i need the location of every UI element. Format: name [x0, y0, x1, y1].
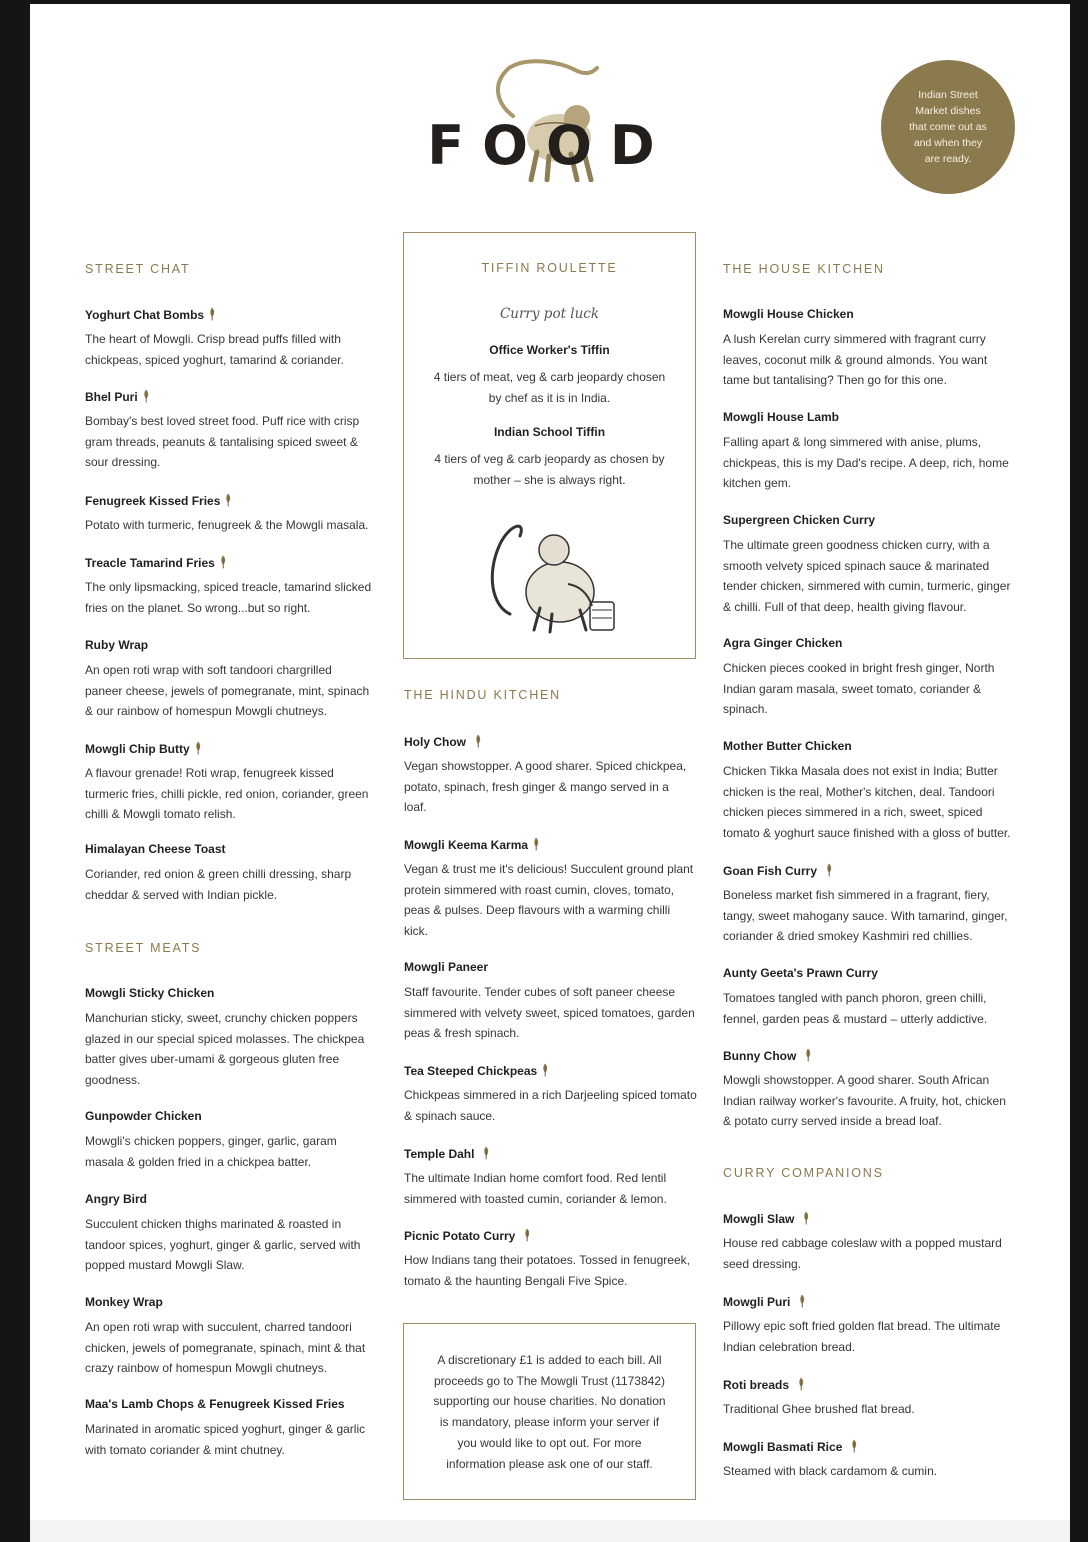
dish-description-line: An open roti wrap with succulent, charred tandoori [85, 1320, 352, 1334]
dish-description-line: tangy, sweet mahogany sauce. With tamarind, ginger, [723, 908, 1008, 923]
dish-name-text: Tea Steeped Chickpeas [404, 1064, 538, 1078]
dish-description-line: The only lipsmacking, spiced treacle, tamarind slicked [85, 580, 372, 594]
dish-name [723, 1294, 806, 1309]
dish-description-line: Succulent chicken thighs marinated & roasted in [85, 1217, 342, 1231]
dish-name [85, 1109, 202, 1123]
dish-description-line: & potato curry served inside a bread loaf. [723, 1114, 942, 1129]
dish-description-line: & chilli. Full of that deep, health giving flavour. [723, 600, 967, 615]
leaf-icon [219, 555, 227, 569]
dish-description-line: Steamed with black cardamom & cumin. [723, 1464, 938, 1478]
dish-name-text: Yoghurt Chat Bombs [85, 308, 205, 322]
leaf-icon [825, 863, 833, 877]
dish-description-line: smooth velvety spiced spinach sauce & marinated [723, 558, 990, 573]
dish-description-line: turmeric fries, chilli pickle, red onion, coriander, green [85, 786, 369, 801]
dish-name [85, 741, 202, 756]
dish-name [85, 986, 214, 1000]
menu-page [30, 4, 1070, 1542]
dish-description-line: gram threads, peanuts & tantalising spiced sweet & [85, 434, 358, 449]
section-title-tiffin: TIFFIN ROULETTE [481, 261, 618, 275]
dish-name [85, 638, 148, 652]
dish-description-line: Vegan & trust me it's delicious! Succulent ground plant [404, 862, 694, 876]
leaf-icon [482, 1146, 490, 1160]
dish-description-line: The heart of Mowgli. Crisp bread puffs filled with [85, 332, 341, 346]
dish-description-line: A lush Kerelan curry simmered with fragrant curry [723, 332, 986, 346]
dish-name [85, 389, 150, 404]
tiffin-subtitle: Curry pot luck [499, 306, 600, 322]
dish-description-line: crazy rainbow of homespun Mowgli chutneys. [85, 1361, 328, 1376]
dish-name [404, 960, 488, 974]
dish-description-line: kitchen gem. [723, 476, 792, 491]
leaf-icon [802, 1211, 810, 1225]
tiffin-description-line: mother – she is always right. [473, 472, 626, 487]
dish-description-line: goodness. [85, 1073, 141, 1088]
dish-description-line: paneer cheese, jewels of pomegranate, mint, spinach [85, 683, 370, 698]
dish-description-line: sour dressing. [85, 455, 161, 470]
section-title-street-chat: STREET CHAT [85, 262, 191, 276]
dish-description-line: peas & fresh spinach. [404, 1026, 520, 1041]
dish-description-line: Boneless market fish simmered in a fragrant, fiery, [723, 888, 990, 902]
dish-description-line: How Indians tang their potatoes. Tossed in fenugreek, [404, 1253, 690, 1267]
dish-name-text: Mowgli Puri [723, 1295, 791, 1309]
dish-description-line: popped mustard Mowgli Slaw. [85, 1258, 245, 1273]
dish-description-line: A flavour grenade! Roti wrap, fenugreek kissed [85, 766, 334, 780]
dish-name-text: Holy Chow [404, 735, 466, 749]
dish-description-line: peas & pulses. Deep flavours with a warming chilli [404, 903, 671, 918]
dish-name [404, 1228, 531, 1243]
info-badge [881, 60, 1015, 194]
dish-name-text: Mowgli House Chicken [723, 307, 854, 321]
dish-name [723, 1439, 858, 1454]
page-title: FOOD [427, 113, 673, 177]
dish-name [723, 966, 878, 980]
dish-description-line: glazed in our special spiced molasses. The chickpea [85, 1031, 365, 1046]
dish-name-text: Mowgli Basmati Rice [723, 1440, 843, 1454]
dish-name-text: Roti breads [723, 1378, 790, 1392]
dish-name-text: Himalayan Cheese Toast [85, 842, 226, 856]
dish-description-line: loaf. [404, 800, 427, 815]
dish-description-line: Chicken Tikka Masala does not exist in India; Butter [723, 764, 998, 778]
leaf-icon [194, 741, 202, 755]
dish-description-line: masala & golden fried in a chickpea batter. [85, 1154, 312, 1169]
dish-description-line: Pillowy epic soft fried golden flat bread. The ultimate [723, 1319, 1001, 1333]
dish-description-line: Indian railway worker's favourite. A fruity, hot, chicken [723, 1093, 1006, 1108]
dish-description-line: Chickpeas simmered in a rich Darjeeling spiced tomato [404, 1088, 697, 1102]
dish-name [723, 1211, 810, 1226]
dish-description-line: Staff favourite. Tender cubes of soft paneer cheese [404, 985, 676, 999]
dish-description-line: leaves, coconut milk & ground almonds. You want [723, 352, 988, 367]
dish-name [723, 410, 839, 424]
dish-description-line: Chicken pieces cooked in bright fresh ginger, North [723, 661, 995, 675]
dish-description-line: tomato & the haunting Bengali Five Spice. [404, 1273, 628, 1288]
dish-description-line: fries on the planet. So wrong...but so right. [85, 600, 311, 615]
dish-name [723, 513, 875, 527]
dish-description-line: House red cabbage coleslaw with a popped mustard [723, 1236, 1002, 1250]
dish-name [85, 493, 232, 508]
dish-name-text: Agra Ginger Chicken [723, 636, 843, 650]
section-title-hindu-kitchen: THE HINDU KITCHEN [404, 688, 561, 702]
dish-description-line: Mowgli's chicken poppers, ginger, garlic, garam [85, 1134, 337, 1148]
dish-description-line: & our rainbow of homespun Mowgli chutneys. [85, 704, 328, 719]
dish-description-line: cheddar & served with Indian pickle. [85, 887, 278, 902]
dish-description-line: chickpeas, spiced yoghurt, tamarind & coriander. [85, 352, 344, 367]
tiffin-description-line: by chef as it is in India. [488, 390, 611, 405]
dish-description-line: Tomatoes tangled with panch phoron, green chilli, [723, 991, 987, 1005]
dish-name-text: Maa's Lamb Chops & Fenugreek Kissed Fries [85, 1397, 345, 1411]
dish-description-line: Bombay's best loved street food. Puff rice with crisp [85, 414, 360, 428]
dish-description-line: The ultimate green goodness chicken curry, with a [723, 538, 990, 552]
dish-name-text: Aunty Geeta's Prawn Curry [723, 966, 878, 980]
donation-notice-line: A discretionary £1 is added to each bill. All [437, 1353, 662, 1367]
badge-text: Indian Street Market dishes that come out as and when they are ready. [909, 89, 987, 165]
dish-name [85, 1192, 147, 1206]
leaf-icon [224, 493, 232, 507]
dish-name [404, 1063, 549, 1078]
dish-name-text: Mowgli Sticky Chicken [85, 986, 215, 1000]
donation-notice-line: information please ask one of our staff. [446, 1456, 653, 1471]
dish-name [723, 1377, 805, 1392]
page-bottom-edge [30, 1520, 1070, 1542]
leaf-icon [850, 1439, 858, 1453]
section-title-companions: CURRY COMPANIONS [723, 1166, 884, 1180]
leaf-icon [142, 389, 150, 403]
dish-description-line: & spinach sauce. [404, 1108, 496, 1123]
dish-description-line: Potato with turmeric, fenugreek & the Mowgli masala. [85, 518, 369, 532]
dish-name [404, 837, 540, 852]
dish-description-line: chicken pieces simmered in a rich, sweet, spiced [723, 805, 983, 820]
donation-notice-line: is mandatory, please inform your server if [439, 1415, 660, 1430]
dish-name [723, 1048, 812, 1063]
dish-description-line: The ultimate Indian home comfort food. Red lentil [404, 1171, 667, 1185]
tiffin-name: Office Worker's Tiffin [489, 343, 610, 357]
dish-description-line: Coriander, red onion & green chilli dressing, sharp [85, 867, 352, 881]
dish-description-line: chilli & Mowgli tomato relish. [85, 807, 236, 822]
donation-notice-line: proceeds go to The Mowgli Trust (1173842) [433, 1373, 666, 1388]
dish-name [85, 1397, 345, 1411]
dish-description-line: potato, spinach, fresh ginger & mango served in a [404, 779, 669, 794]
dish-name-text: Bunny Chow [723, 1049, 797, 1063]
dish-description-line: Indian garam masala, sweet tomato, coriander & [723, 681, 982, 696]
dish-name-text: Mowgli House Lamb [723, 410, 840, 424]
dish-description-line: Mowgli showstopper. A good sharer. South African [723, 1073, 990, 1087]
dish-name-text: Treacle Tamarind Fries [85, 556, 215, 570]
dish-description-line: protein simmered with roast cumin, cloves, tomato, [404, 882, 675, 897]
dish-name-text: Bhel Puri [85, 390, 138, 404]
section-title-house-kitchen: THE HOUSE KITCHEN [723, 262, 885, 276]
leaf-icon [797, 1377, 805, 1391]
dish-name-text: Picnic Potato Curry [404, 1229, 516, 1243]
dish-description-line: simmered with toasted cumin, coriander & lemon. [404, 1191, 667, 1206]
dish-name [85, 555, 227, 570]
dish-description-line: chicken is the real, Mother's kitchen, deal. Tandoori [723, 784, 995, 799]
dish-name-text: Mother Butter Chicken [723, 739, 852, 753]
tiffin-description-line: 4 tiers of veg & carb jeopardy as chosen by [434, 452, 665, 466]
dish-description-line: batter gives uber-umami & gorgeous gluten free [85, 1052, 340, 1067]
dish-name [723, 636, 842, 650]
monkey-illustration-tiffin [480, 514, 630, 636]
dish-description-line: Indian celebration bread. [723, 1339, 856, 1354]
dish-description-line: An open roti wrap with soft tandoori chargrilled [85, 663, 332, 677]
leaf-icon [474, 734, 482, 748]
dish-name-text: Monkey Wrap [85, 1295, 163, 1309]
dish-name-text: Goan Fish Curry [723, 864, 818, 878]
donation-notice-line: you would like to opt out. For more [457, 1435, 642, 1450]
dish-description-line: spinach. [723, 702, 768, 717]
dish-name-text: Angry Bird [85, 1192, 148, 1206]
dish-name-text: Temple Dahl [404, 1147, 475, 1161]
leaf-icon [523, 1228, 531, 1242]
dish-description-line: seed dressing. [723, 1256, 802, 1271]
dish-description-line: chickpeas, this is my Dad's recipe. A deep, rich, home [723, 455, 1009, 470]
dish-name-text: Mowgli Paneer [404, 960, 489, 974]
section-title-street-meats: STREET MEATS [85, 941, 202, 955]
dish-name-text: Mowgli Keema Karma [404, 838, 529, 852]
donation-notice-line: supporting our house charities. No donation [433, 1394, 666, 1409]
dish-name [85, 307, 216, 322]
dish-description-line: tomato & yoghurt sauce finished with a gloss of butter. [723, 826, 1011, 841]
dish-description-line: coriander & dried smokey Kashmiri red chillies. [723, 929, 973, 944]
dish-name [404, 1146, 490, 1161]
leaf-icon [541, 1063, 549, 1077]
dish-name-text: Supergreen Chicken Curry [723, 513, 876, 527]
leaf-icon [798, 1294, 806, 1308]
dish-name [85, 842, 226, 856]
tiffin-description-line: 4 tiers of meat, veg & carb jeopardy chosen [433, 370, 666, 384]
tiffin-name: Indian School Tiffin [493, 425, 606, 439]
dish-name [723, 863, 833, 878]
dish-name [723, 739, 852, 753]
dish-description-line: tender chicken, simmered with cumin, turmeric, ginger [723, 579, 1011, 594]
dish-description-line: with tomato coriander & mint chutney. [85, 1442, 285, 1457]
dish-name-text: Gunpowder Chicken [85, 1109, 202, 1123]
dish-description-line: Marinated in aromatic spiced yoghurt, ginger & garlic [85, 1422, 366, 1436]
dish-description-line: fennel, garden peas & mustard – utterly addictive. [723, 1011, 988, 1026]
leaf-icon [804, 1048, 812, 1062]
dish-name-text: Ruby Wrap [85, 638, 149, 652]
dish-description-line: kick. [404, 924, 428, 939]
dish-description-line: chicken, jewels of pomegranate, spinach, mint & that [85, 1340, 366, 1355]
dish-name-text: Mowgli Chip Butty [85, 742, 190, 756]
dish-description-line: Falling apart & long simmered with anise, plums, [723, 435, 982, 449]
dish-name-text: Mowgli Slaw [723, 1212, 795, 1226]
dish-name [723, 307, 854, 321]
leaf-icon [532, 837, 540, 851]
dish-description-line: tandoor spices, yoghurt, ginger & garlic, served with [85, 1237, 361, 1252]
dish-description-line: tame but tantalising? Then go for this one. [723, 373, 947, 388]
dish-description-line: simmered with velvety sweet, spiced tomatoes, garden [404, 1005, 695, 1020]
dish-name [85, 1295, 163, 1309]
dish-name [404, 734, 482, 749]
dish-description-line: Traditional Ghee brushed flat bread. [723, 1402, 915, 1416]
dish-name-text: Fenugreek Kissed Fries [85, 494, 221, 508]
dish-description-line: Manchurian sticky, sweet, crunchy chicken poppers [85, 1011, 358, 1025]
dish-description-line: Vegan showstopper. A good sharer. Spiced chickpea, [404, 759, 687, 773]
leaf-icon [208, 307, 216, 321]
